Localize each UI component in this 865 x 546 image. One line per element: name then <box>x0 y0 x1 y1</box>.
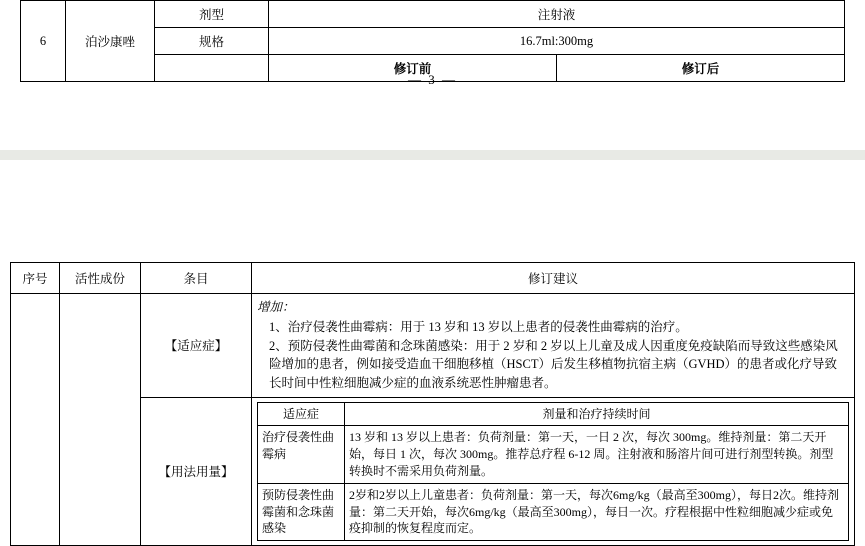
cell-ingredient: 泊沙康唑 <box>66 1 155 82</box>
cell-item-dosage: 【用法用量】 <box>141 397 252 546</box>
inner-cell-indication-prophylaxis: 预防侵袭性曲霉菌和念珠菌感染 <box>258 483 345 540</box>
cell-item-indications: 【适应症】 <box>141 294 252 398</box>
cell-seq: 6 <box>21 1 66 82</box>
table-header-row <box>11 263 855 294</box>
cell-seq <box>11 294 60 546</box>
inner-header-dosage: 剂量和治疗持续时间 <box>345 402 849 426</box>
dosage-detail-table <box>257 402 849 542</box>
cell-advice-indications <box>252 294 855 398</box>
header-seq: 序号 <box>11 263 60 294</box>
cell-value-dosage-form: 注射液 <box>269 1 845 28</box>
cell-label-dosage-form: 剂型 <box>155 1 269 28</box>
inner-cell-dosage-aspergillosis: 13 岁和 13 岁以上患者：负荷剂量：第一天，一日 2 次，每次 300mg。维持剂量：第二天开始，每日 1 次，每次 300mg。推荐总疗程 6-12 周。注射液和肠溶片间可进行剂型转换。剂型转换时不需采用负荷剂量。 <box>345 426 849 483</box>
cell-before-revision: 修订前 <box>269 55 557 82</box>
cell-ingredient <box>60 294 141 546</box>
cell-value-spec: 16.7ml:300mg <box>269 28 845 55</box>
inner-cell-indication-aspergillosis: 治疗侵袭性曲霉病 <box>258 426 345 483</box>
revision-suggestion-table <box>10 262 855 546</box>
previous-page-table <box>20 0 845 82</box>
header-item: 条目 <box>141 263 252 294</box>
inner-row <box>258 483 849 540</box>
inner-cell-dosage-prophylaxis: 2岁和2岁以上儿童患者：负荷剂量：第一天，每次6mg/kg（最高至300mg），每日2次。维持剂量：第二天开始，每次6mg/kg（最高至300mg），每日一次。疗程根据中性粒细胞减少症或免疫抑制的恢复程度而定。 <box>345 483 849 540</box>
inner-row <box>258 426 849 483</box>
page-break-divider <box>0 150 865 160</box>
cell-label-spec: 规格 <box>155 28 269 55</box>
inner-header-row <box>258 402 849 426</box>
advice-item-list <box>257 318 849 392</box>
cell-after-revision: 修订后 <box>557 55 845 82</box>
list-item: 1、治疗侵袭性曲霉病：用于 13 岁和 13 岁以上患者的侵袭性曲霉病的治疗。 <box>269 320 688 335</box>
cell-advice-dosage <box>252 397 855 546</box>
page-number: — 3 — <box>408 72 457 87</box>
header-advice: 修订建议 <box>252 263 855 294</box>
advice-heading: 增加： <box>257 300 295 314</box>
list-item: 2、预防侵袭性曲霉菌和念珠菌感染：用于 2 岁和 2 岁以上儿童及成人因重度免疫缺陷而导致这些感染风险增加的患者，例如接受造血干细胞移植（HSCT）后发生移植物抗宿主病（GVHD）的患者或化疗导致长时间中性粒细胞减少症的血液系统恶性肿瘤患者。 <box>269 339 838 390</box>
inner-header-indication: 适应症 <box>258 402 345 426</box>
header-ingredient: 活性成份 <box>60 263 141 294</box>
table-row <box>11 294 855 398</box>
table-row <box>21 1 845 28</box>
